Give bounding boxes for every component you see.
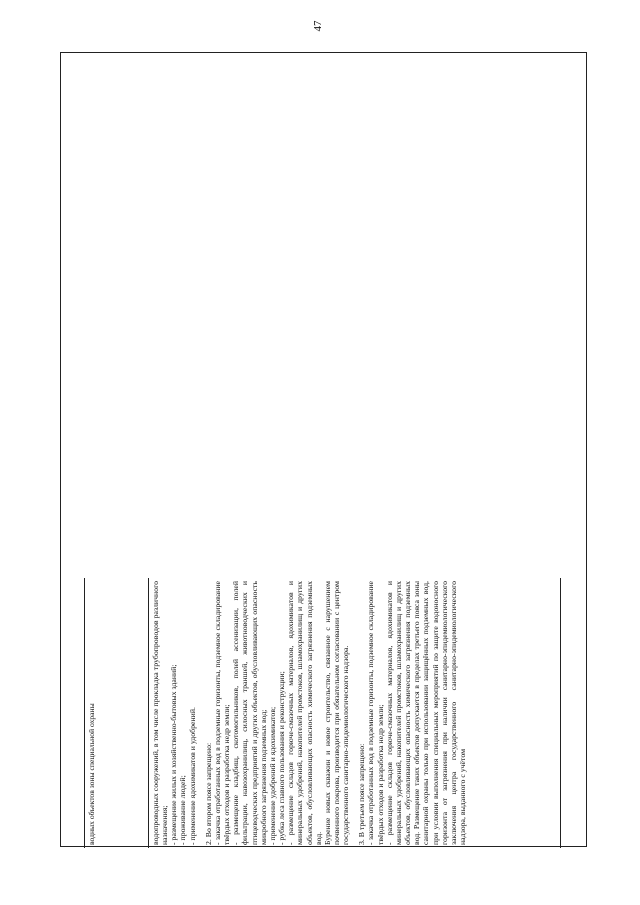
zone2-item: - закачка отработанных вод в подземные горизонты, подземное складирование твёрдых отходов и разработка недр земли; bbox=[212, 581, 232, 845]
object-cell-text: водных объектов зоны специальной охраны bbox=[87, 703, 96, 845]
zone2-item: - рубка леса главного пользования и реконструкции; bbox=[277, 671, 287, 845]
zone1-line: - проживание людей; bbox=[178, 775, 188, 845]
zone3-item: - размещение складов горюче-смазочных материалов, ядохимикатов и минеральных удобрений, накопителей промстоков, шламохранилищ и других объектов, обусловливающих опасность химического загрязнения подземных вод. Размещение таких объектов допускается в пределах третьего пояса зоны санитарной охраны только при использовании защищённых подземных вод, при условии выполнения специальных мероприятий по защите водоносного горизонта от загрязнения при наличии санитарно-эпидемиологического заключения центра государственного санитарно-эпидемиологического надзора, выданного с учётом bbox=[384, 581, 467, 845]
zone2-block bbox=[204, 581, 351, 845]
zone2-item: - размещение кладбищ, скотомогильников, полей ассенизации, полей фильтрации, навозохранилищ, силосных траншей, животноводческих и птицеводческих предприятий и других объектов, обусловливающих опасность микробного загрязнения подземных вод; bbox=[231, 581, 268, 845]
zone1-continuation bbox=[151, 581, 197, 845]
zone2-heading: 2. Во втором поясе запрещено: bbox=[203, 742, 213, 845]
zone3-heading: 3. В третьем поясе запрещено: bbox=[357, 743, 367, 845]
zone1-line: водопроводных сооружений, в том числе прокладка трубопроводов различного назначения; bbox=[151, 581, 170, 845]
zone2-item: - размещение складов горюче-смазочных материалов, ядохимикатов и минеральных удобрений, накопителей промстоков, шламохранилищ и других объектов, обусловливающих опасность химического загрязнения подземных вод. bbox=[286, 581, 323, 845]
restrictions-text bbox=[149, 578, 469, 848]
page-number: 47 bbox=[312, 20, 324, 32]
zone1-line: - размещение жилых и хозяйственно-бытовых зданий; bbox=[169, 664, 179, 845]
table-cell-restrictions bbox=[149, 578, 561, 848]
table-cell-object bbox=[85, 578, 149, 848]
zone3-block bbox=[357, 581, 467, 845]
zone2-item: Бурение новых скважин и новое строительство, связанное с нарушением почвенного покрова, производится при обязательном согласовании с центром государственного санитарно-эпидемиологического надзора. bbox=[322, 581, 351, 845]
table-cell-notes bbox=[561, 578, 586, 848]
regulation-table bbox=[60, 52, 587, 847]
zone1-line: - применение ядохимикатов и удобрений. bbox=[187, 707, 197, 845]
zone2-item: - применение удобрений и ядохимикатов; bbox=[267, 706, 277, 845]
table-cell-number bbox=[61, 578, 85, 848]
zone3-item: - закачка отработанных вод в подземные горизонты, подземное складирование твёрдых отходов и разработка недр земли; bbox=[366, 581, 385, 845]
notes-text bbox=[561, 578, 565, 848]
